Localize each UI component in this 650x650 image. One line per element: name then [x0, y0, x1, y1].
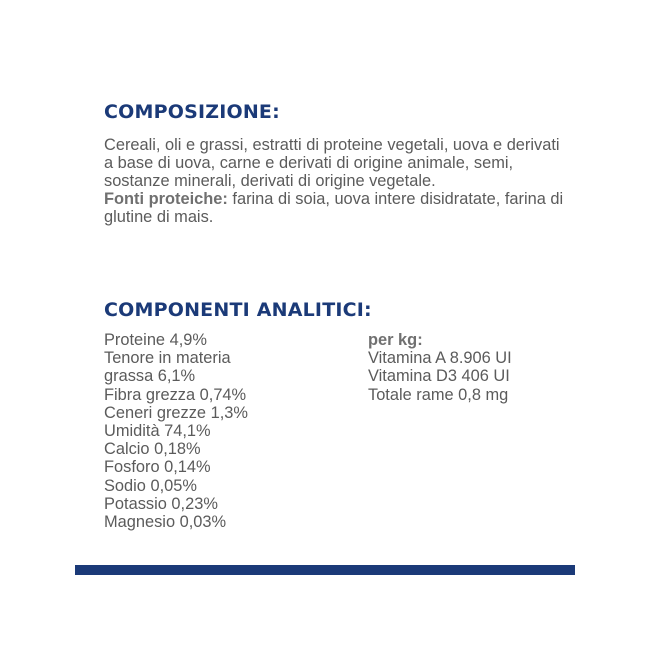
analytic-item: Magnesio 0,03%	[104, 513, 227, 532]
vitamin-item: Totale rame 0,8 mg	[368, 385, 509, 404]
fonti-proteiche-label: Fonti proteiche:	[104, 190, 228, 208]
analytic-item: Tenore in materia	[104, 349, 231, 368]
analytic-components-right-column	[368, 331, 578, 404]
composizione-title: COMPOSIZIONE:	[104, 101, 280, 123]
fonti-proteiche-text: farina di soia, uova intere disidratate, farina di glutine di mais.	[104, 190, 564, 226]
composizione-text-block	[104, 136, 564, 226]
composizione-description	[104, 136, 564, 226]
analytic-item: Proteine 4,9%	[104, 331, 207, 349]
analytic-item: Potassio 0,23%	[104, 494, 218, 513]
analytic-components-left-column	[104, 331, 334, 531]
analytic-item: Umidità 74,1%	[104, 422, 211, 441]
vitamin-item: Vitamina D3 406 UI	[368, 367, 510, 386]
bottom-divider-bar	[75, 565, 575, 575]
composizione-ingredients: Cereali, oli e grassi, estratti di proteine vegetali, uova e derivati a base di uova, carne e derivati di origine animale, semi, sostanze minerali, derivati di origine vegetale.	[104, 136, 560, 190]
analytic-item: Fosforo 0,14%	[104, 458, 211, 477]
analytic-item: Ceneri grezze 1,3%	[104, 403, 248, 422]
analytic-item: Sodio 0,05%	[104, 476, 197, 495]
analytic-item: grassa 6,1%	[104, 367, 196, 386]
per-kg-header: per kg:	[368, 331, 423, 349]
vitamin-item: Vitamina A 8.906 UI	[368, 349, 512, 368]
analytic-item: Calcio 0,18%	[104, 440, 201, 459]
componenti-analitici-title: COMPONENTI ANALITICI:	[104, 299, 372, 321]
analytic-item: Fibra grezza 0,74%	[104, 385, 247, 404]
